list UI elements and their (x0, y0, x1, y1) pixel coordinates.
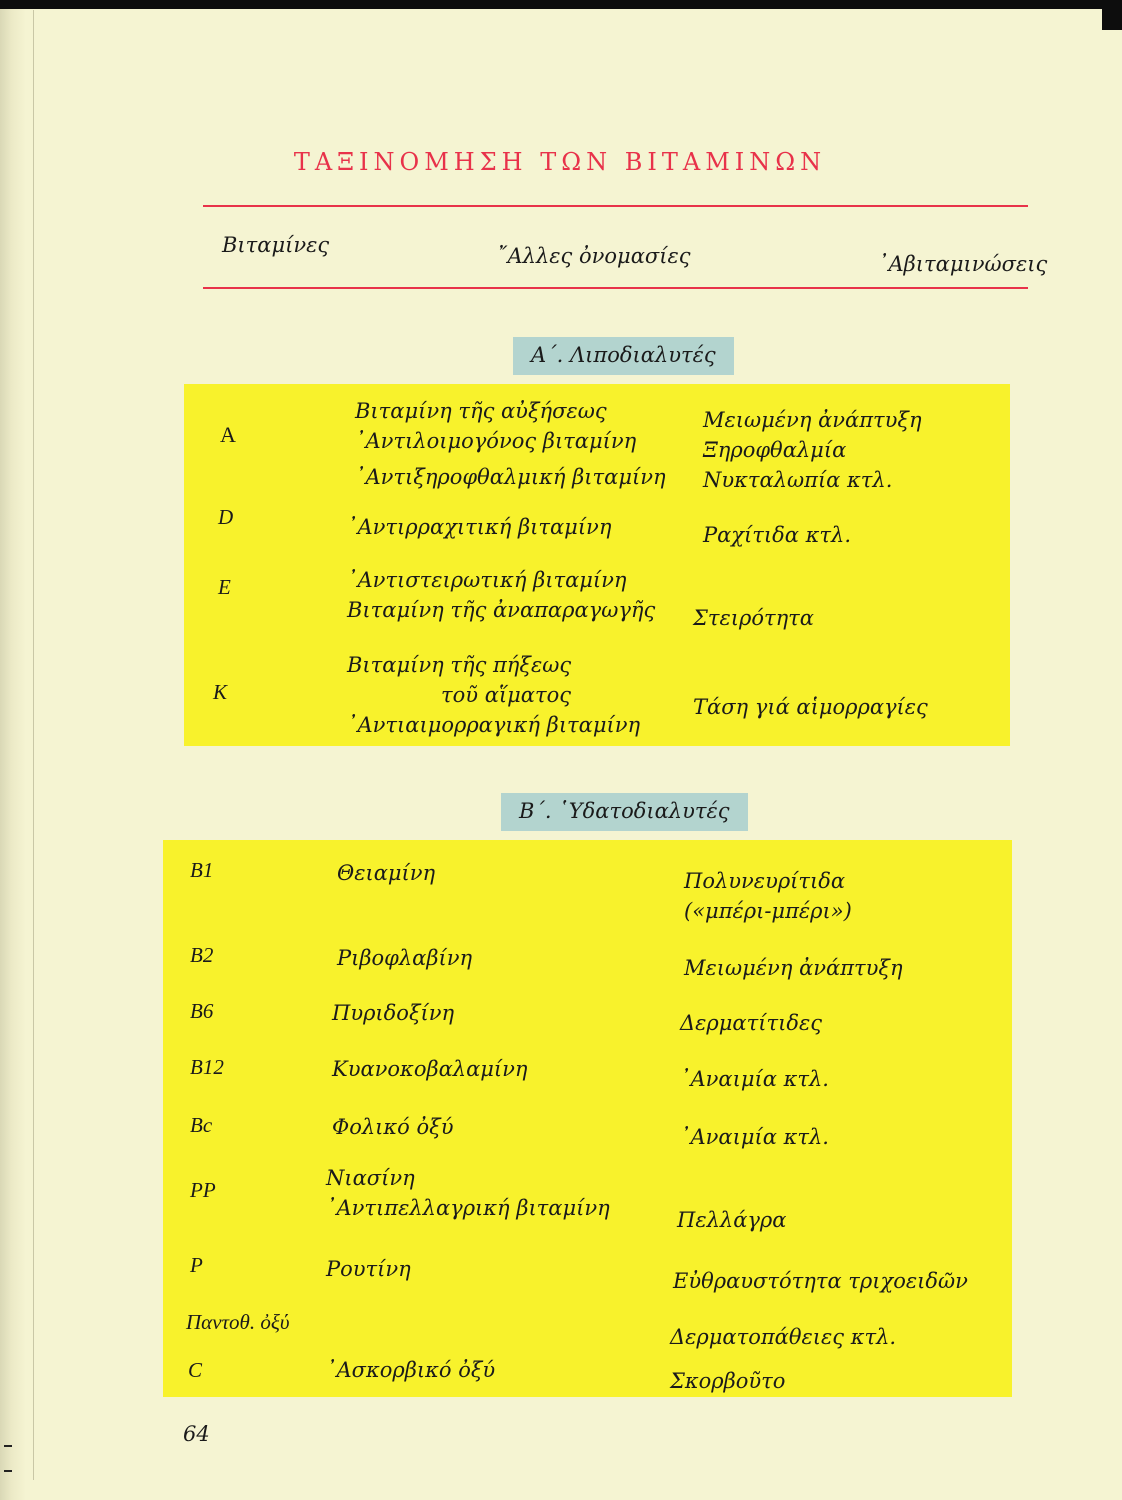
vitamin-b2: B2 (190, 943, 214, 967)
vitamin-b1-disease: Πολυνευρίτιδα (684, 869, 846, 893)
section-b-label: Β΄. ῾Υδατοδιαλυτές (501, 793, 748, 831)
vitamin-bc-disease: ᾿Αναιμία κτλ. (680, 1125, 829, 1149)
scan-top-border (0, 0, 1122, 9)
vitamin-d-name: ᾿Αντιρραχιτική βιταμίνη (347, 515, 612, 539)
vitamin-b6-disease: Δερματίτιδες (680, 1011, 822, 1035)
vitamin-c-disease: Σκορβοῦτο (670, 1369, 786, 1393)
vitamin-b6: B6 (190, 999, 214, 1023)
vitamin-p-diseases (673, 1266, 968, 1296)
pantothenic-acid-disease: Δερματοπάθειες κτλ. (670, 1325, 897, 1349)
vitamin-e-name: ᾿Αντιστειρωτική βιταμίνη (347, 568, 627, 592)
vitamin-b1-names (337, 858, 435, 888)
vitamin-c-names (326, 1355, 495, 1385)
pantothenic-acid: Παντοθ. ὀξύ (186, 1310, 290, 1334)
vitamin-b12-name: Κυανοκοβαλαμίνη (332, 1057, 528, 1081)
vitamin-a-name: ᾿Αντιλοιμογόνος βιταμίνη (355, 429, 637, 453)
vitamin-a-name: ᾿Αντιξηροφθαλμική βιταμίνη (355, 465, 666, 489)
vitamin-b12-diseases (680, 1064, 829, 1094)
header-rule-bottom (203, 287, 1028, 289)
vitamin-a-name: Βιταμίνη τῆς αὐξήσεως (355, 399, 607, 423)
page-title: ΤΑΞΙΝΟΜΗΣΗ ΤΩΝ ΒΙΤΑΜΙΝΩΝ (293, 148, 827, 176)
vitamin-bc-diseases (680, 1122, 829, 1152)
vitamin-k-name: ᾿Αντιαιμορραγική βιταμίνη (347, 713, 641, 737)
vitamin-a-diseases (703, 405, 922, 495)
vitamin-b12: B12 (190, 1055, 224, 1079)
vitamin-e: E (218, 575, 231, 599)
vitamin-d-disease: Ραχίτιδα κτλ. (703, 523, 851, 547)
vitamin-d-names (347, 512, 611, 542)
vitamin-k-name: τοῦ αἵματος (441, 683, 571, 707)
vitamin-p-disease: Εὐθραυστότητα τριχοειδῶν (673, 1269, 968, 1293)
vitamin-b12-names (332, 1054, 528, 1084)
header-vitamins: Βιταμίνες (222, 233, 330, 257)
vitamin-pp: PP (190, 1178, 216, 1202)
vitamin-e-diseases (693, 603, 814, 633)
vitamin-b6-name: Πυριδοξίνη (332, 1001, 455, 1025)
vitamin-k-name: Βιταμίνη τῆς πήξεως (347, 653, 572, 677)
page-left-edge (0, 0, 26, 1500)
vitamin-d-diseases (703, 520, 851, 550)
vitamin-p-name: Ρουτίνη (326, 1257, 411, 1281)
vitamin-e-names (347, 565, 655, 625)
vitamin-k: K (213, 680, 228, 704)
vitamin-p-names (326, 1254, 411, 1284)
vitamin-p: P (190, 1253, 203, 1277)
vitamin-k-names (347, 650, 640, 740)
scan-corner-mark (1102, 0, 1122, 30)
page-fold-line (33, 10, 34, 1480)
vitamin-k-disease: Τάση γιά αἱμορραγίες (693, 695, 928, 719)
vitamin-b6-names (332, 998, 454, 1028)
vitamin-pp-diseases (677, 1205, 786, 1235)
vitamin-b1-name: Θειαμίνη (337, 861, 436, 885)
vitamin-a-disease: Νυκταλωπία κτλ. (703, 468, 893, 492)
vitamin-c: C (188, 1358, 203, 1382)
vitamin-a-names (355, 396, 666, 492)
vitamin-a: A (220, 422, 236, 447)
vitamin-b2-disease: Μειωμένη ἀνάπτυξη (684, 956, 903, 980)
vitamin-k-diseases (693, 692, 928, 722)
vitamin-pp-name: Νιασίνη (326, 1166, 415, 1190)
vitamin-b2-names (337, 943, 472, 973)
section-b-panel (163, 840, 1012, 1397)
vitamin-e-name: Βιταμίνη τῆς ἀναπαραγωγῆς (347, 598, 656, 622)
vitamin-bc-name: Φολικό ὀξύ (332, 1115, 454, 1139)
vitamin-c-name: ᾿Ασκορβικό ὀξύ (326, 1358, 496, 1382)
vitamin-bc-names (332, 1112, 453, 1142)
vitamin-pp-name: ᾿Αντιπελλαγρική βιταμίνη (326, 1196, 610, 1220)
vitamin-b1-disease: («μπέρι-μπέρι») (684, 899, 852, 923)
vitamin-pp-names (326, 1163, 610, 1223)
vitamin-a-disease: Μειωμένη ἀνάπτυξη (703, 408, 922, 432)
header-avitaminoses: ᾿Αβιταμινώσεις (878, 252, 1048, 276)
vitamin-b1: B1 (190, 858, 214, 882)
pantothenic-acid-diseases (670, 1322, 896, 1352)
vitamin-b12-disease: ᾿Αναιμία κτλ. (680, 1067, 829, 1091)
vitamin-a-disease: Ξηροφθαλμία (703, 438, 847, 462)
scan-side-tick (4, 1445, 12, 1447)
scan-side-tick (4, 1470, 12, 1472)
header-rule-top (203, 205, 1028, 207)
vitamin-bc: Bc (190, 1113, 213, 1137)
section-a-label: Α΄. Λιποδιαλυτές (513, 337, 734, 375)
vitamin-b2-diseases (684, 953, 903, 983)
vitamin-b1-diseases (684, 866, 852, 926)
vitamin-c-diseases (670, 1366, 785, 1396)
vitamin-e-disease: Στειρότητα (693, 606, 814, 630)
page-number: 64 (183, 1422, 210, 1446)
vitamin-d: D (218, 505, 234, 529)
vitamin-b6-diseases (680, 1008, 822, 1038)
vitamin-pp-disease: Πελλάγρα (677, 1208, 787, 1232)
vitamin-b2-name: Ριβοφλαβίνη (337, 946, 473, 970)
header-other-names: ῎Αλλες ὀνομασίες (497, 244, 691, 268)
